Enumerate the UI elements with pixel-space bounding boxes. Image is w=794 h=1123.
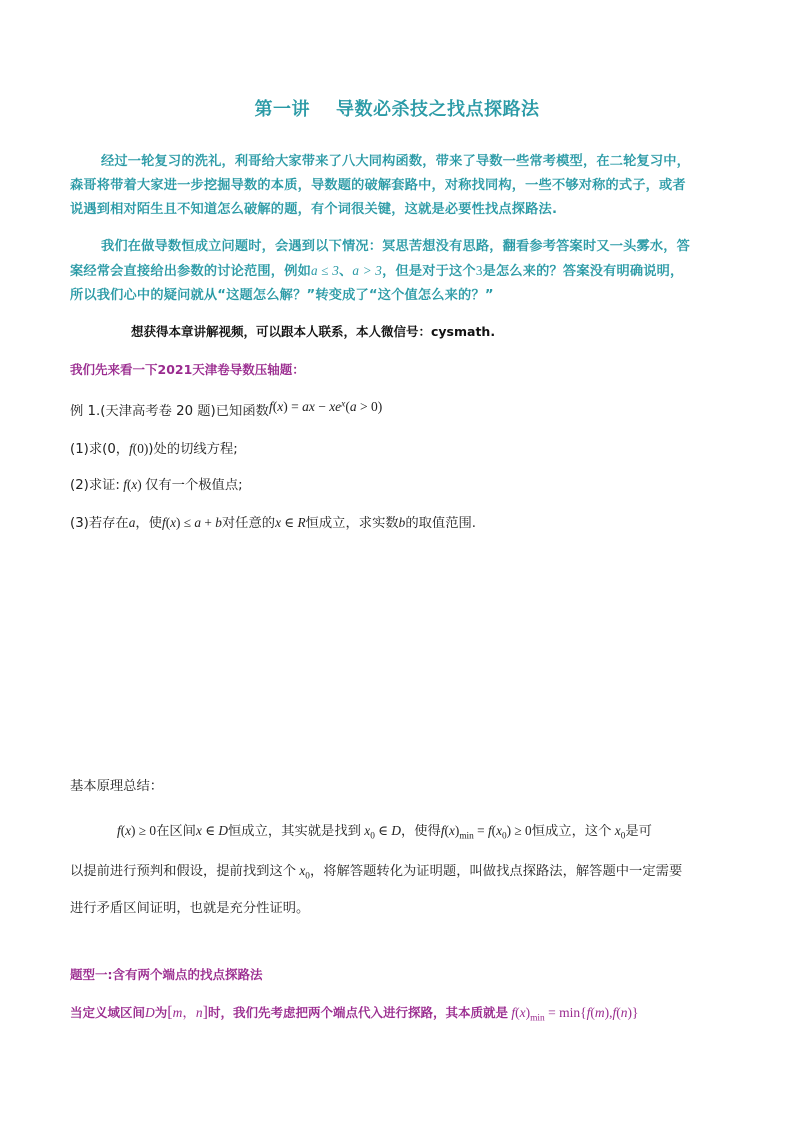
principle-l1-b: 恒成立，其实就是找到 [227, 824, 361, 839]
principle-l2-b: ，将解答题转化为证明题，叫做找点探路法，解答题中一定需要 [309, 864, 683, 879]
x-in-R: x ∈ R [275, 515, 306, 530]
q3-e: 的取值范围. [405, 516, 477, 531]
type1-line-a: 当定义域区间 [70, 1005, 146, 1020]
title-part2: 导数必杀技之找点探路法 [336, 99, 540, 120]
type1-line [70, 1001, 639, 1022]
q1-a: (1)求(0， [70, 442, 130, 457]
intro-p2-line1: 我们在做导数恒成立问题时，会遇到以下情况：冥思苦想没有思路，翻看参考答案时又一头雾水，答 [101, 239, 691, 254]
function-definition: f(x) = ax − $xe^x(a > 0)$ [268, 399, 383, 414]
inequality-f-le-a-plus-b: f(x) ≤ a + b [161, 515, 222, 530]
principle-line-3: 进行矛盾区间证明，也就是充分性证明。 [70, 901, 310, 916]
x0: $x_0$ [614, 823, 626, 842]
intro-p2-line3: 所以我们心中的疑问就从“这题怎么解？”转变成了“这个值怎么来的？” [70, 288, 494, 303]
title-part1: 第一讲 [254, 99, 310, 120]
q3-b: ，使 [135, 516, 162, 531]
inequality-a-le-3: a ≤ 3 [310, 263, 340, 278]
intro-p1-line1: 经过一轮复习的洗礼，利哥给大家带来了八大同构函数，带来了导数一些常考模型，在二轮复习中， [101, 154, 691, 169]
contact-line: 想获得本章讲解视频，可以跟本人联系，本人微信号：cysmath. [131, 324, 496, 339]
fmin-eq-fx0-ge-0: $f(x)_{min} = f(x_0) \ge 0$ [440, 823, 532, 842]
page-title [0, 95, 794, 121]
x0-in-D: $x_0$ ∈ D [364, 823, 401, 842]
q3-d: 恒成立，求实数 [305, 516, 399, 531]
inequality-a-gt-3: a > 3 [352, 263, 383, 278]
intro-p2-line2 [70, 260, 683, 279]
q2-a: (2)求证: [70, 478, 120, 493]
question-2 [70, 474, 243, 493]
example-1-statement [70, 400, 382, 419]
type1-line-b: 为 [154, 1005, 168, 1020]
principle-line-1: f(x) ≥ 0在区间x ∈ D恒成立，其实就是找到 $x_0$ ∈ D，使得$f(x)_{min} = f(x_0) \ge 0$恒成立，这个 $x_0$是可 [117, 823, 652, 842]
intro-sep: 、 [339, 264, 353, 279]
q3-a: (3)若存在 [70, 516, 129, 531]
section-intro: 我们先来看一下2021天津卷导数压轴题： [70, 362, 305, 377]
x0-2: $x_0$ [299, 863, 310, 882]
example-label: 例 1.(天津高考卷 20 题)已知函数 [70, 404, 269, 419]
intro-p2-line2-a: 案经常会直接给出参数的讨论范围，例如 [70, 264, 311, 279]
principle-l1-c: ，使得 [400, 824, 441, 839]
principle-l2-a: 以提前进行预判和假设，提前找到这个 [70, 864, 297, 879]
x-in-D: x ∈ D [195, 823, 228, 838]
intro-p1-line3: 说遇到相对陌生且不知道怎么破解的题，有个词很关键，这就是必要性找点探路法. [70, 202, 558, 217]
f-ge-0: f(x) ≥ 0 [117, 823, 157, 838]
intro-p1-line2: 森哥将带着大家进一步挖掘导数的本质，导数题的破解套路中，对称找同构，一些不够对称的式子，或者 [70, 178, 686, 193]
principle-l1-e: 是可 [625, 824, 652, 839]
f-of-0: f(0) [129, 441, 149, 456]
type1-heading: 题型一:含有两个端点的找点探路法 [70, 967, 263, 982]
principle-heading: 基本原理总结： [70, 779, 164, 794]
type1-line-c: 时，我们先考虑把两个端点代入进行探路，其本质就是 [207, 1005, 508, 1020]
question-1 [70, 438, 238, 457]
intro-p2-line2-b: ，但是对于这个 [382, 264, 476, 279]
interval-m-n: [m，n] [167, 1004, 208, 1021]
f-of-x: f(x) [123, 477, 142, 492]
var-D: D [145, 1005, 155, 1020]
intro-number-3: 3 [475, 263, 483, 278]
q1-b: )处的切线方程; [148, 442, 238, 457]
q3-c: 对任意的 [221, 516, 276, 531]
principle-l1-d: 恒成立，这个 [531, 824, 612, 839]
fmin-eq-min: $f(x)_{min} = \min\{f(m),f(n)\}$ [511, 1005, 639, 1024]
var-b: b [398, 515, 406, 530]
principle-line-2 [70, 860, 683, 882]
var-a: a [128, 515, 136, 530]
q2-b: 仅有一个极值点; [145, 478, 243, 493]
question-3 [70, 512, 476, 531]
intro-p2-line2-c: 是怎么来的？答案没有明确说明， [482, 264, 684, 279]
